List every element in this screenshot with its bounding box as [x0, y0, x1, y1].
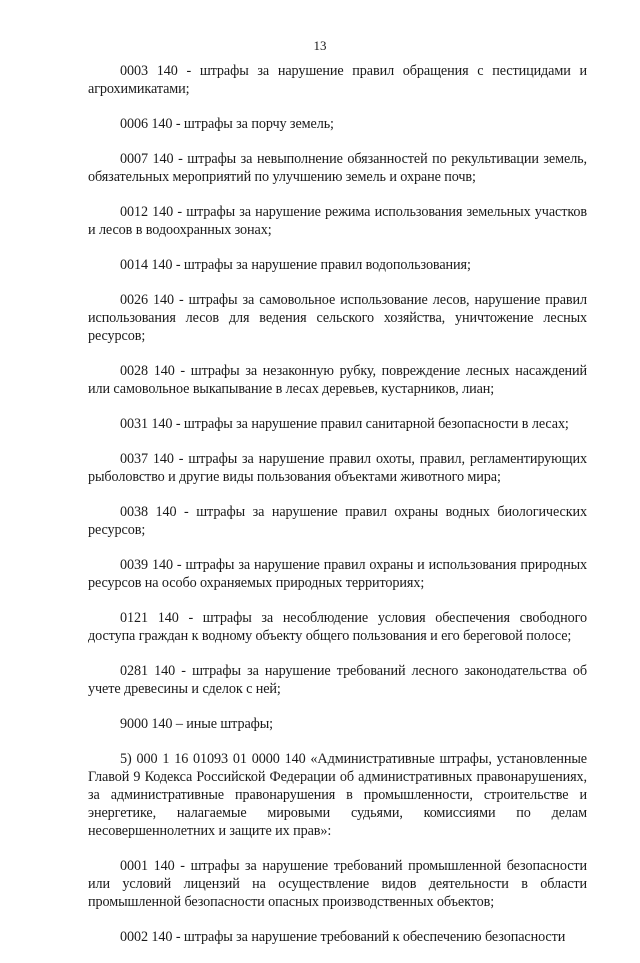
paragraph-0281: 0281 140 - штрафы за нарушение требований лесного законодательства об учете древесины и сделок с ней;	[88, 663, 587, 697]
paragraph-0026: 0026 140 - штрафы за самовольное использование лесов, нарушение правил использования лесов для ведения сельского хозяйства, уничтожение лесных ресурсов;	[88, 292, 587, 344]
paragraph-0002: 0002 140 - штрафы за нарушение требований к обеспечению безопасности	[120, 929, 566, 945]
paragraph-0003: 0003 140 - штрафы за нарушение правил обращения с пестицидами и агрохимикатами;	[88, 63, 587, 97]
paragraph-0038: 0038 140 - штрафы за нарушение правил охраны водных биологических ресурсов;	[88, 504, 587, 538]
paragraph-0028: 0028 140 - штрафы за незаконную рубку, повреждение лесных насаждений или самовольное выкапывание в лесах деревьев, кустарников, лиан;	[88, 363, 587, 397]
paragraph-0031: 0031 140 - штрафы за нарушение правил санитарной безопасности в лесах;	[120, 416, 569, 432]
paragraph-0014: 0014 140 - штрафы за нарушение правил водопользования;	[120, 257, 471, 273]
paragraph-0037: 0037 140 - штрафы за нарушение правил охоты, правил, регламентирующих рыболовство и другие виды пользования объектами животного мира;	[88, 451, 587, 485]
paragraph-9000: 9000 140 – иные штрафы;	[120, 716, 274, 732]
page-number: 13	[313, 38, 327, 53]
paragraph-0007: 0007 140 - штрафы за невыполнение обязанностей по рекультивации земель, обязательных мероприятий по улучшению земель и охране почв;	[88, 151, 587, 185]
paragraph-0006: 0006 140 - штрафы за порчу земель;	[120, 116, 334, 132]
paragraph-section-5: 5) 000 1 16 01093 01 0000 140 «Административные штрафы, установленные Главой 9 Кодекса Российской Федерации об административных правонарушениях, за административные правонарушения в промышленности, строительстве и энергетике, налагаемые мировыми судьями, комиссиями по делам несовершеннолетних и защите их прав»:	[88, 751, 587, 839]
paragraph-0001: 0001 140 - штрафы за нарушение требований промышленной безопасности или условий лицензий на осуществление видов деятельности в области промышленной безопасности опасных производственных объектов;	[88, 858, 587, 910]
paragraph-0121: 0121 140 - штрафы за несоблюдение условия обеспечения свободного доступа граждан к водному объекту общего пользования и его береговой полосе;	[88, 610, 587, 644]
paragraph-0039: 0039 140 - штрафы за нарушение правил охраны и использования природных ресурсов на особо охраняемых природных территориях;	[88, 557, 587, 591]
document-body	[88, 62, 587, 963]
paragraph-0012: 0012 140 - штрафы за нарушение режима использования земельных участков и лесов в водоохранных зонах;	[88, 204, 587, 238]
